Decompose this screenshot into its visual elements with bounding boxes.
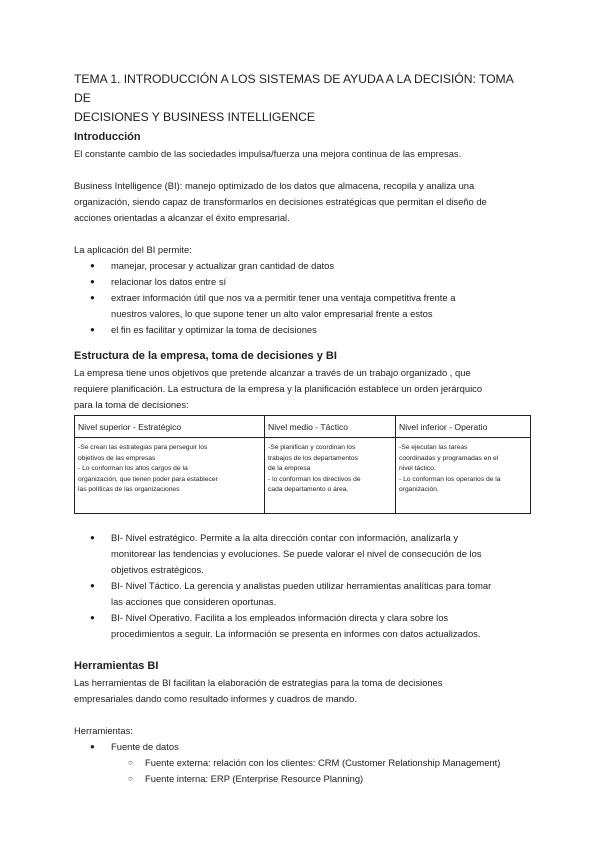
- tools-paragraph: [74, 675, 530, 707]
- bi-applications-intro: La aplicación del BI permite:: [74, 244, 192, 255]
- bullet-icon: ●: [90, 293, 95, 302]
- circle-bullet-icon: ○: [128, 774, 133, 783]
- circle-bullet-icon: ○: [128, 758, 133, 767]
- intro-heading: Introducción: [74, 131, 141, 143]
- list-item: ● relacionar los datos entre sí: [74, 274, 530, 290]
- list-item-continuation: procedimientos a seguir. La información se presenta en informes con datos actualizados.: [111, 628, 481, 639]
- title-line: TEMA 1. INTRODUCCIÓN A LOS SISTEMAS DE AYUDA A LA DECISIÓN: TOMA DE: [74, 72, 514, 105]
- tools-heading: Herramientas BI: [74, 660, 159, 672]
- list-item-continuation: nuestros valores, lo que supone tener un alto valor empresarial frente a estos: [111, 308, 433, 319]
- table-header-tactical: Nivel medio - Táctico: [265, 416, 396, 438]
- list-item-continuation: objetivos estratégicos.: [111, 564, 204, 575]
- list-item: ● Fuente de datos: [74, 739, 530, 755]
- data-sources-sublist: [74, 755, 530, 787]
- bullet-icon: ●: [90, 613, 95, 622]
- list-item: ● el fin es facilitar y optimizar la toma de decisiones: [74, 322, 530, 338]
- text-line: Las herramientas de BI facilitan la elaboración de estrategias para la toma de decisiones: [74, 677, 443, 688]
- table-row: [75, 438, 531, 514]
- bullet-icon: ●: [90, 533, 95, 542]
- structure-heading: Estructura de la empresa, toma de decisiones y BI: [74, 350, 337, 362]
- list-item: ● manejar, procesar y actualizar gran cantidad de datos: [74, 258, 530, 274]
- bullet-icon: ●: [90, 581, 95, 590]
- list-item: ● BI- Nivel estratégico. Permite a la alta dirección contar con información, analizarla y: [74, 530, 530, 546]
- bi-levels-list: [74, 530, 530, 642]
- sublist-item: ○ Fuente externa: relación con los clientes: CRM (Customer Relationship Management): [74, 755, 530, 771]
- document-title: [74, 70, 530, 127]
- list-item-continuation: monitorear las tendencias y evoluciones. Se puede valorar el nivel de consecución de los: [111, 548, 482, 559]
- bullet-icon: ●: [90, 742, 95, 751]
- bi-definition-paragraph: [74, 178, 530, 226]
- table-header-operative: Nivel inferior - Operatio: [396, 416, 531, 438]
- text-line: para la toma de decisiones:: [74, 399, 189, 410]
- text-line: empresariales dando como resultado informes y cuadros de mando.: [74, 693, 357, 704]
- list-item: ● extraer información útil que nos va a permitir tener una ventaja competitiva frente a: [74, 290, 530, 306]
- structure-paragraph: [74, 365, 530, 413]
- table-cell-operative: -Se ejecutan las tareas coordinadas y programadas en el nivel táctico. - Lo conforman los operarios de la organización.: [396, 438, 531, 514]
- bullet-icon: ●: [90, 325, 95, 334]
- tools-list: [74, 739, 530, 755]
- text-line: requiere planificación. La estructura de la empresa y la planificación establece un orden jerárquico: [74, 383, 483, 394]
- text-line: Business Intelligence (BI): manejo optimizado de los datos que almacena, recopila y analiza una: [74, 180, 475, 191]
- bullet-icon: ●: [90, 261, 95, 270]
- bullet-icon: ●: [90, 277, 95, 286]
- text-line: acciones orientadas a alcanzar el éxito empresarial.: [74, 212, 290, 223]
- table-cell-tactical: -Se planifican y coordinan los trabajos de los departamentos de la empresa - lo conforman los directivos de cada departamento o área.: [265, 438, 396, 514]
- title-line: DECISIONES Y BUSINESS INTELLIGENCE: [74, 110, 315, 124]
- text-line: La empresa tiene unos objetivos que pretende alcanzar a través de un trabajo organizado , que: [74, 367, 471, 378]
- document-page: [74, 70, 530, 787]
- text-line: organización, siendo capaz de transformarlos en decisiones estratégicas que permitan el diseño de: [74, 196, 487, 207]
- table-header-row: [75, 416, 531, 438]
- bi-applications-list: [74, 258, 530, 338]
- decision-levels-table: [74, 415, 531, 514]
- intro-paragraph: El constante cambio de las sociedades impulsa/fuerza una mejora continua de las empresas.: [74, 148, 462, 159]
- list-item: ● BI- Nivel Operativo. Facilita a los empleados información directa y clara sobre los: [74, 610, 530, 626]
- list-item-continuation: las acciones que consideren oportunas.: [111, 596, 277, 607]
- table-cell-strategic: -Se crean las estrategias para perseguir los objetivos de las empresas - Lo conforman los altos cargos de la organización, que tienen poder para establecer las políticas de las organizaciones: [75, 438, 265, 514]
- table-header-strategic: Nivel superior - Estratégico: [75, 416, 265, 438]
- list-item: ● BI- Nivel Táctico. La gerencia y analistas pueden utilizar herramientas analíticas para tomar: [74, 578, 530, 594]
- sublist-item: ○ Fuente interna: ERP (Enterprise Resource Planning): [74, 771, 530, 787]
- tools-list-intro: Herramientas:: [74, 725, 133, 736]
